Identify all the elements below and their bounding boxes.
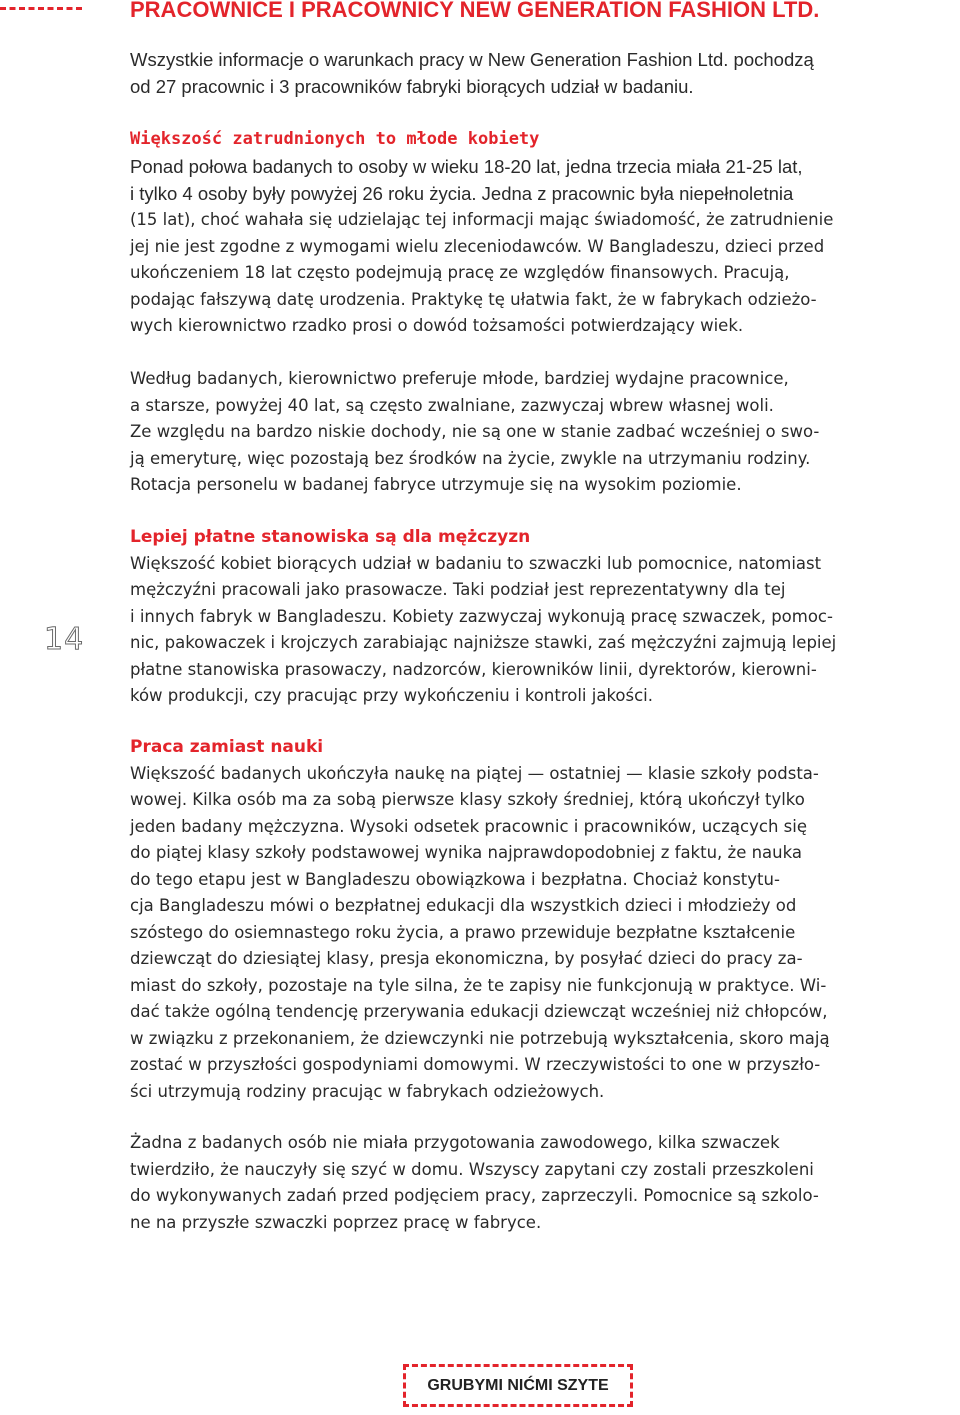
text-line: wych kierownictwo rzadko prosi o dowód tożsamości potwierdzający wiek.: [130, 316, 744, 335]
section-better-paid: [130, 524, 960, 710]
text-line: ją emeryturę, więc pozostają bez środków na życie, zwykle na utrzymaniu rodziny.: [130, 448, 811, 468]
text-line: dać także ogólną tendencję przerywania edukacji dziewcząt wcześniej niż chłopców,: [130, 1002, 828, 1021]
text-line: Ponad połowa badanych to osoby w wieku 18-20 lat, jedna trzecia miała 21-25 lat,: [130, 156, 803, 177]
text-line: w związku z przekonaniem, że dziewczynki nie potrzebują wykształcenia, skoro mają: [130, 1028, 830, 1048]
section-paragraph: [130, 153, 958, 207]
text-line: ków produkcji, czy pracując przy wykończeniu i kontroli jakości.: [130, 686, 653, 705]
page-number: 14: [44, 622, 85, 657]
text-line: jeden badany mężczyzna. Wysoki odsetek pracownic i pracowników, uczących się: [130, 816, 807, 836]
footer-brand-box: [403, 1364, 633, 1407]
text-line: ne na przyszłe szwaczki poprzez pracę w fabryce.: [130, 1212, 542, 1232]
text-line: Według badanych, kierownictwo preferuje młode, bardziej wydajne pracownice,: [130, 369, 789, 388]
text-line: do tego etapu jest w Bangladeszu obowiązkowa i bezpłatna. Chociaż konstytu-: [130, 869, 780, 889]
section-young-women: [130, 126, 958, 340]
text-line: Większość kobiet biorących udział w badaniu to szwaczki lub pomocnice, natomiast: [130, 553, 822, 573]
text-line: Żadna z badanych osób nie miała przygotowania zawodowego, kilka szwaczek: [130, 1133, 780, 1152]
section-paragraph: [130, 551, 960, 710]
text-line: dziewcząt do dziesiątej klasy, presja ekonomiczna, by posyłać dzieci do pracy za-: [130, 949, 803, 968]
text-line: wowej. Kilka osób ma za sobą pierwsze klasy szkoły średniej, którą ukończył tylko: [130, 790, 805, 809]
text-line: miast do szkoły, pozostaje na tyle silna, że te zapisy nie funkcjonują w praktyce. Wi-: [130, 975, 827, 995]
section-training: [130, 1130, 960, 1236]
intro-line: Wszystkie informacje o warunkach pracy w New Generation Fashion Ltd. pochodzą: [130, 49, 814, 70]
section-heading: Lepiej płatne stanowiska są dla mężczyzn: [130, 527, 531, 547]
section-work-instead-of-school: [130, 734, 960, 1105]
top-dashed-rule: [0, 7, 82, 10]
text-line: zostać w przyszłości gospodyniami domowymi. W rzeczywistości to one w przyszło-: [130, 1055, 821, 1074]
text-line: a starsze, powyżej 40 lat, są często zwalniane, zazwyczaj wbrew własnej woli.: [130, 395, 774, 415]
text-line: Ze względu na bardzo niskie dochody, nie są one w stanie zadbać wcześniej o swo-: [130, 422, 820, 441]
text-line: ukończeniem 18 lat często podejmują pracę ze względów finansowych. Pracują,: [130, 263, 790, 282]
text-line: szóstego do osiemnastego roku życia, a prawo przewiduje bezpłatne kształcenie: [130, 922, 796, 942]
section-paragraph: [130, 366, 960, 499]
text-line: podając fałszywą datę urodzenia. Praktykę tę ułatwia fakt, że w fabrykach odzieżo-: [130, 289, 817, 309]
text-line: i innych fabryk w Bangladeszu. Kobiety zazwyczaj wykonują pracę szwaczek, pomoc-: [130, 606, 833, 626]
text-line: twierdziło, że nauczyły się szyć w domu. Wszyscy zapytani czy zostali przeszkoleni: [130, 1159, 814, 1179]
section-paragraph: [130, 761, 960, 1106]
text-line: i tylko 4 osoby były powyżej 26 roku życia. Jedna z pracownic była niepełnoletnia: [130, 183, 794, 204]
text-line: cja Bangladeszu mówi o bezpłatnej edukacji dla wszystkich dzieci i młodzieży od: [130, 896, 797, 915]
text-line: ści utrzymują rodziny pracując w fabrykach odzieżowych.: [130, 1081, 605, 1101]
text-line: płatne stanowiska prasowaczy, nadzorców, kierowników linii, dyrektorów, kierowni-: [130, 659, 817, 679]
intro-line: od 27 pracownic i 3 pracowników fabryki biorących udział w badaniu.: [130, 76, 694, 97]
text-line: nic, pakowaczek i krojczych zarabiając najniższe stawki, zaś mężczyźni zajmują lepiej: [130, 633, 837, 652]
text-line: do wykonywanych zadań przed podjęciem pracy, zaprzeczyli. Pomocnice są szkolo-: [130, 1186, 819, 1205]
text-line: Rotacja personelu w badanej fabryce utrzymuje się na wysokim poziomie.: [130, 475, 742, 494]
footer-brand-label: GRUBYMI NIĆMI SZYTE: [427, 1376, 609, 1394]
text-line: jej nie jest zgodne z wymogami wielu zleceniodawców. W Bangladeszu, dzieci przed: [130, 236, 825, 256]
text-line: Większość badanych ukończyła naukę na piątej — ostatniej — klasie szkoły podsta-: [130, 763, 819, 783]
section-management: [130, 366, 960, 499]
text-line: (15 lat), choć wahała się udzielając tej informacji mając świadomość, że zatrudnienie: [130, 210, 834, 229]
page-title: PRACOWNICE I PRACOWNICY NEW GENERATION FASHION LTD.: [130, 0, 820, 22]
section-paragraph: [130, 207, 958, 340]
section-heading: Praca zamiast nauki: [130, 737, 324, 757]
text-line: do piątej klasy szkoły podstawowej wynika najprawdopodobniej z faktu, że nauka: [130, 843, 802, 862]
section-heading: Większość zatrudnionych to młode kobiety: [130, 129, 540, 149]
intro-paragraph: [130, 46, 950, 100]
text-line: mężczyźni pracowali jako prasowacze. Taki podział jest reprezentatywny dla tej: [130, 580, 786, 599]
section-paragraph: [130, 1130, 960, 1236]
